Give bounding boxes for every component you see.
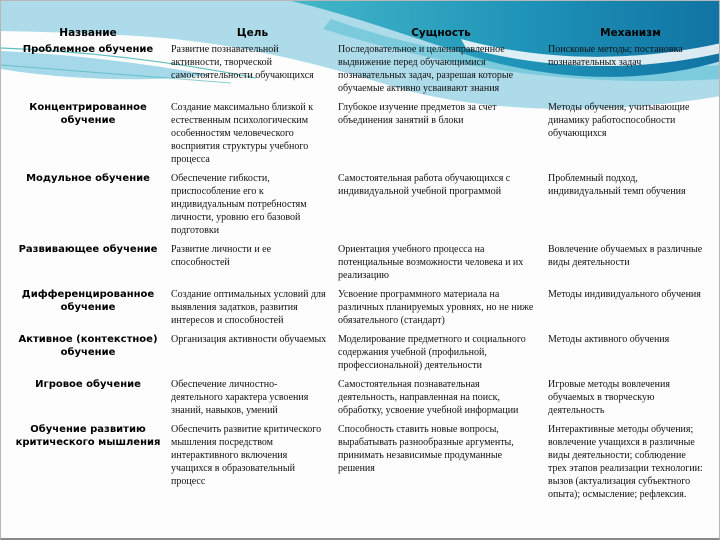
- table-row: [7, 99, 715, 170]
- cell-mechanism: Поисковые методы; постановка познавательных задач: [548, 44, 683, 68]
- cell-name: Дифференцированное обучение: [21, 289, 155, 313]
- cell-name: Проблемное обучение: [22, 44, 154, 55]
- table-row: [7, 241, 715, 286]
- cell-mechanism: Проблемный подход, индивидуальный темп обучения: [548, 173, 686, 197]
- cell-mechanism: Методы индивидуального обучения: [548, 289, 701, 300]
- cell-essence: Усвоение программного материала на различных планируемых уровнях, но не ниже обязательного (стандарт): [338, 289, 534, 326]
- cell-essence: Самостоятельная работа обучающихся с индивидуальной учебной программой: [338, 173, 511, 197]
- table-header-row: [7, 1, 715, 41]
- cell-goal: Создание максимально близкой к естественным психологическим особенностям человеческого восприятия структуры учебного процесса: [171, 102, 314, 165]
- column-header-mechanism: Механизм: [600, 27, 661, 39]
- table-row: [7, 331, 715, 376]
- methods-table: [7, 1, 715, 505]
- column-header-essence: Сущность: [411, 27, 471, 39]
- table-row: [7, 286, 715, 331]
- column-header-goal: Цель: [236, 27, 269, 39]
- cell-essence: Самостоятельная познавательная деятельность, направленная на поиск, обработку, усвоение учебной информации: [338, 379, 519, 416]
- cell-goal: Развитие познавательной активности, творческой самостоятельности обучающихся: [171, 44, 314, 81]
- cell-goal: Создание оптимальных условий для выявления задатков, развития интересов и способностей: [171, 289, 326, 326]
- cell-mechanism: Методы обучения, учитывающие динамику работоспособности обучающихся: [548, 102, 690, 139]
- cell-name: Активное (контекстное) обучение: [18, 334, 158, 358]
- table-row: [7, 376, 715, 421]
- cell-mechanism: Вовлечение обучаемых в различные виды деятельности: [548, 244, 703, 268]
- cell-goal: Развитие личности и ее способностей: [171, 244, 272, 268]
- table-row: [7, 170, 715, 241]
- cell-name: Развивающее обучение: [18, 244, 158, 255]
- cell-mechanism: Интерактивные методы обучения; вовлечение учащихся в различные виды деятельности; соблюдение трех этапов реализации технологии: вызов (актуализация субъектного опыта); осмысление; рефлексия.: [548, 424, 703, 500]
- cell-essence: Последовательное и целенаправленное выдвижение перед обучающимися познавательных задач, разрешая которые обучаемые активно усваивают знания: [338, 44, 514, 94]
- cell-name: Модульное обучение: [26, 173, 150, 184]
- cell-goal: Организация активности обучаемых: [171, 334, 327, 345]
- cell-essence: Глубокое изучение предметов за счет объединения занятий в блоки: [338, 102, 497, 126]
- cell-mechanism: Методы активного обучения: [548, 334, 670, 345]
- cell-goal: Обеспечение гибкости, приспособление его к индивидуальным потребностям личности, уровню его базовой подготовки: [171, 173, 307, 236]
- cell-name: Игровое обучение: [35, 379, 141, 390]
- cell-essence: Ориентация учебного процесса на потенциальные возможности человека и их реализацию: [338, 244, 524, 281]
- cell-essence: Моделирование предметного и социального содержания учебной (профильной, профессиональной) деятельности: [338, 334, 526, 371]
- cell-name: Концентрированное обучение: [29, 102, 147, 126]
- cell-goal: Обеспечить развитие критического мышления посредством интерактивного включения учащихся в образовательный процесс: [171, 424, 322, 487]
- table-row: [7, 421, 715, 505]
- cell-name: Обучение развитию критического мышления: [15, 424, 161, 448]
- column-header-name: Название: [59, 27, 117, 39]
- table-row: [7, 41, 715, 99]
- cell-essence: Способность ставить новые вопросы, вырабатывать разнообразные аргументы, принимать независимые продуманные решения: [338, 424, 514, 474]
- cell-mechanism: Игровые методы вовлечения обучаемых в творческую деятельность: [548, 379, 670, 416]
- cell-goal: Обеспечение личностно-деятельного характера усвоения знаний, навыков, умений: [171, 379, 309, 416]
